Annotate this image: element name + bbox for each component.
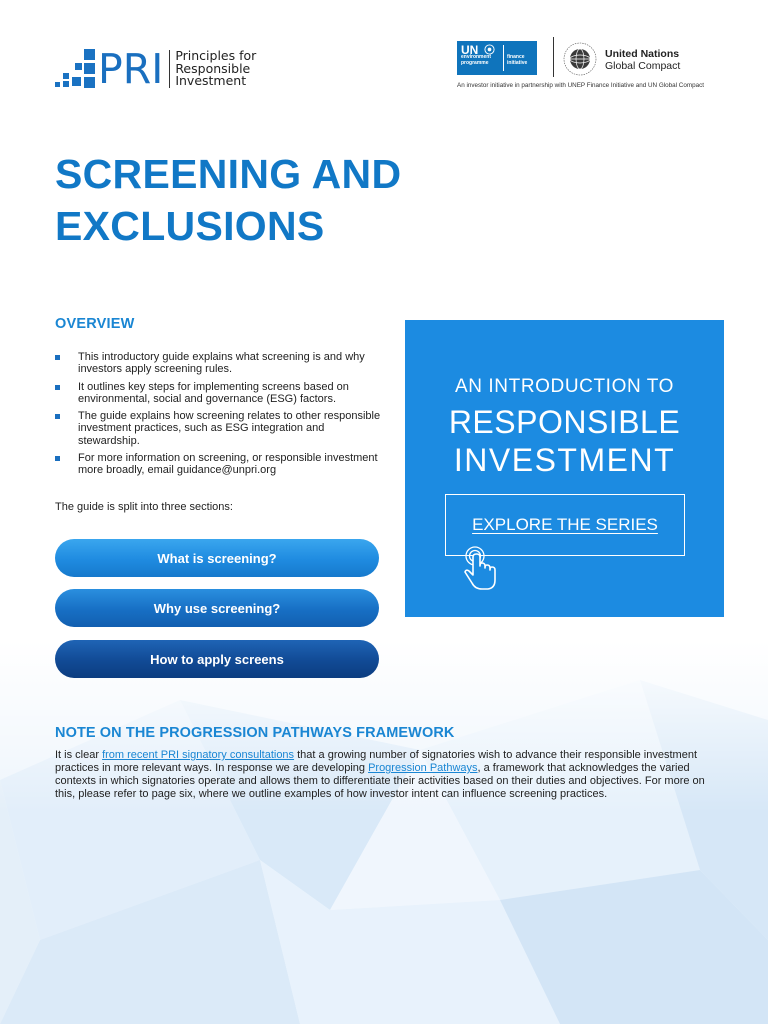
un-logo-text: UN	[461, 43, 479, 57]
promo-title-line-2: INVESTMENT	[453, 442, 676, 478]
how-to-apply-screens-button[interactable]: How to apply screens	[55, 640, 379, 678]
overview-bullet-list	[55, 351, 385, 482]
pri-logo-word: PRI	[98, 45, 164, 93]
why-use-screening-button[interactable]: Why use screening?	[55, 589, 379, 627]
series-promo-panel	[405, 320, 724, 617]
pri-logo-subtitle	[175, 50, 256, 88]
pri-sub-line-2: Responsible	[175, 60, 251, 76]
overview-heading: OVERVIEW	[55, 316, 135, 332]
background-polygon-pattern	[0, 640, 768, 1024]
signatory-consultations-link[interactable]: from recent PRI signatory consultations	[102, 749, 295, 761]
sections-intro-text: The guide is split into three sections:	[55, 501, 233, 513]
note-text-3: , a framework that acknowledges the varied contexts in which signatories operate and allows them to differentiate their activities based on their duties and objectives. For more on this, please refer to page six, where we outline examples of how investor intent can influence screening practices.	[55, 762, 705, 800]
un-fin-line-1: finance	[507, 54, 525, 60]
promo-title-line-1: RESPONSIBLE	[448, 404, 681, 440]
pri-sub-line-3: Investment	[175, 73, 247, 89]
progression-pathways-paragraph	[55, 749, 720, 801]
un-global-compact-emblem-icon	[563, 42, 597, 76]
note-text-2: that a growing number of signatories wish to advance their responsible investment practices in more relevant ways. In response we are developing	[55, 749, 698, 774]
page-title	[55, 148, 401, 252]
un-env-line-1: environment	[461, 54, 492, 60]
what-is-screening-button[interactable]: What is screening?	[55, 539, 379, 577]
header-logo-divider	[553, 37, 554, 77]
pri-squares-icon	[55, 49, 97, 89]
un-fin-line-2: initiative	[507, 59, 528, 66]
page-title-line-2: EXCLUSIONS	[55, 203, 325, 249]
un-environment-logo	[457, 41, 537, 75]
un-env-text	[461, 55, 491, 66]
un-env-line-2: programme	[461, 59, 489, 66]
note-text-1: It is clear	[55, 749, 103, 761]
global-compact-line-2: Global Compact	[605, 60, 681, 72]
explore-series-label: EXPLORE THE SERIES	[472, 515, 658, 534]
list-item: This introductory guide explains what screening is and why investors apply screening rules.	[55, 351, 385, 376]
un-logo-divider	[503, 45, 504, 71]
progression-pathways-heading: NOTE ON THE PROGRESSION PATHWAYS FRAMEWORK	[55, 725, 455, 741]
pri-sub-line-1: Principles for	[175, 48, 257, 64]
global-compact-line-1: United Nations	[605, 48, 680, 60]
header-partnership-note: An investor initiative in partnership with UNEP Finance Initiative and UN Global Compact	[457, 82, 704, 89]
pointing-hand-icon	[463, 545, 499, 593]
un-fin-text	[507, 55, 527, 66]
list-item: For more information on screening, or responsible investment more broadly, email guidance@unpri.org	[55, 452, 385, 477]
list-item: The guide explains how screening relates to other responsible investment practices, such as ESG integration and stewardship.	[55, 410, 385, 447]
global-compact-logo-text	[605, 48, 680, 72]
pri-logo	[55, 45, 257, 93]
promo-intro-text: AN INTRODUCTION TO	[454, 376, 675, 397]
progression-pathways-link[interactable]: Progression Pathways	[368, 762, 478, 774]
page-title-line-1: SCREENING AND	[55, 151, 402, 197]
list-item: It outlines key steps for implementing screens based on environmental, social and governance (ESG) factors.	[55, 381, 385, 406]
pri-logo-divider	[169, 50, 170, 88]
